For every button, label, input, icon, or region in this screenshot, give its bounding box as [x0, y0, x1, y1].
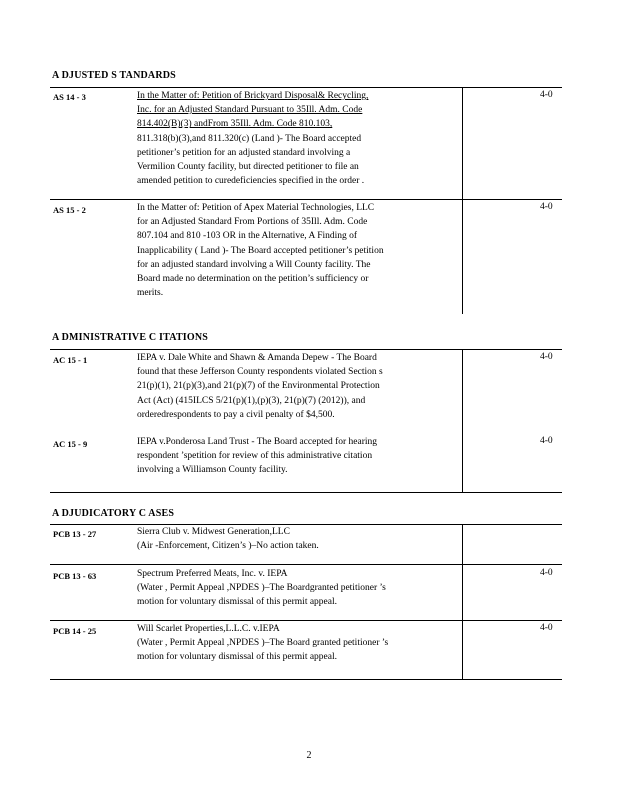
description-line: IEPA v.Ponderosa Land Trust - The Board accepted for hearing — [137, 437, 378, 447]
description-line: motion for voluntary dismissal of this permit appeal. — [137, 652, 337, 663]
page-number: 2 — [306, 750, 312, 761]
description-line: respondent ’spetition for review of this administrative citation — [137, 451, 373, 462]
vote-tally: 4-0 — [540, 623, 553, 633]
description-line: merits. — [137, 288, 164, 299]
description-line: (Air -Enforcement, Citizen’s )–No action taken. — [137, 541, 319, 552]
description-line: In the Matter of: Petition of Apex Material Technologies, LLC — [137, 203, 375, 213]
entry-description — [137, 622, 457, 665]
description-line: for an Adjusted Standard From Portions of 35Ill. Adm. Code — [137, 217, 368, 228]
section-heading-adjusted-standards: A DJUSTED S TANDARDS — [52, 70, 176, 81]
description-line: (Water , Permit Appeal ,NPDES )–The Boardgranted petitioner ’s — [137, 583, 386, 594]
docket-number: AS 15 - 2 — [53, 205, 86, 215]
docket-number: AC 15 - 9 — [53, 439, 88, 449]
column-divider — [462, 350, 463, 492]
entry-description — [137, 435, 457, 478]
column-divider — [462, 525, 463, 679]
docket-number: PCB 13 - 27 — [53, 529, 97, 539]
entry-description — [137, 89, 457, 188]
section-heading-adjudicatory-cases: A DJUDICATORY C ASES — [52, 508, 175, 519]
entry-description — [137, 525, 457, 553]
description-line: Inapplicability ( Land )- The Board accepted petitioner’s petition — [137, 245, 384, 256]
vote-tally: 4-0 — [540, 202, 553, 212]
description-line: amended petition to curedeficiencies specified in the order . — [137, 176, 365, 187]
description-line: Vermilion County facility, but directed petitioner to file an — [137, 162, 359, 173]
vote-tally: 4-0 — [540, 436, 553, 446]
docket-number: AS 14 - 3 — [53, 92, 86, 102]
section-divider — [50, 87, 562, 88]
description-line: Inc. for an Adjusted Standard Pursuant to 35Ill. Adm. Code — [137, 105, 363, 116]
description-line: 814.402(B)(3) andFrom 35Ill. Adm. Code 810.103, — [137, 119, 333, 130]
vote-tally: 4-0 — [540, 568, 553, 578]
description-line: petitioner’s petition for an adjusted standard involving a — [137, 147, 351, 158]
vote-tally: 4-0 — [540, 90, 553, 100]
entry-description — [137, 567, 457, 610]
entry-description — [137, 351, 457, 422]
description-line: Act (Act) (415ILCS 5/21(p)(1),(p)(3), 21(p)(7) (2012)), and — [137, 395, 366, 406]
description-line: 807.104 and 810 -103 OR in the Alternative, A Finding of — [137, 231, 358, 242]
description-line: (Water , Permit Appeal ,NPDES )–The Board granted petitioner ’s — [137, 638, 389, 649]
row-divider — [50, 564, 562, 565]
section-divider — [50, 349, 562, 350]
entry-description — [137, 201, 457, 300]
row-divider — [50, 620, 562, 621]
section-divider — [50, 492, 562, 493]
description-line: found that these Jefferson County respondents violated Section s — [137, 367, 383, 378]
description-line: Spectrum Preferred Meats, Inc. v. IEPA — [137, 569, 288, 579]
section-divider — [50, 679, 562, 680]
description-line: involving a Williamson County facility. — [137, 465, 288, 476]
description-line: Will Scarlet Properties,L.L.C. v.IEPA — [137, 624, 280, 634]
docket-number: PCB 13 - 63 — [53, 571, 97, 581]
description-line: 21(p)(1), 21(p)(3),and 21(p)(7) of the Environmental Protection — [137, 381, 380, 392]
description-line: 811.318(b)(3),and 811.320(c) (Land )- The Board accepted — [137, 133, 362, 144]
section-heading-administrative-citations: A DMINISTRATIVE C ITATIONS — [52, 332, 209, 343]
description-line: for an adjusted standard involving a Will County facility. The — [137, 259, 371, 270]
docket-number: AC 15 - 1 — [53, 355, 88, 365]
row-divider — [50, 199, 562, 200]
description-line: Board made no determination on the petition’s sufficiency or — [137, 274, 369, 285]
column-divider — [462, 88, 463, 314]
description-line: In the Matter of: Petition of Brickyard Disposal& Recycling, — [137, 91, 369, 101]
description-line: orderedrespondents to pay a civil penalty of $4,500. — [137, 409, 335, 420]
description-line: Sierra Club v. Midwest Generation,LLC — [137, 527, 290, 537]
description-line: IEPA v. Dale White and Shawn & Amanda Depew - The Board — [137, 353, 377, 363]
description-line: motion for voluntary dismissal of this permit appeal. — [137, 597, 337, 608]
docket-number: PCB 14 - 25 — [53, 626, 97, 636]
vote-tally: 4-0 — [540, 352, 553, 362]
